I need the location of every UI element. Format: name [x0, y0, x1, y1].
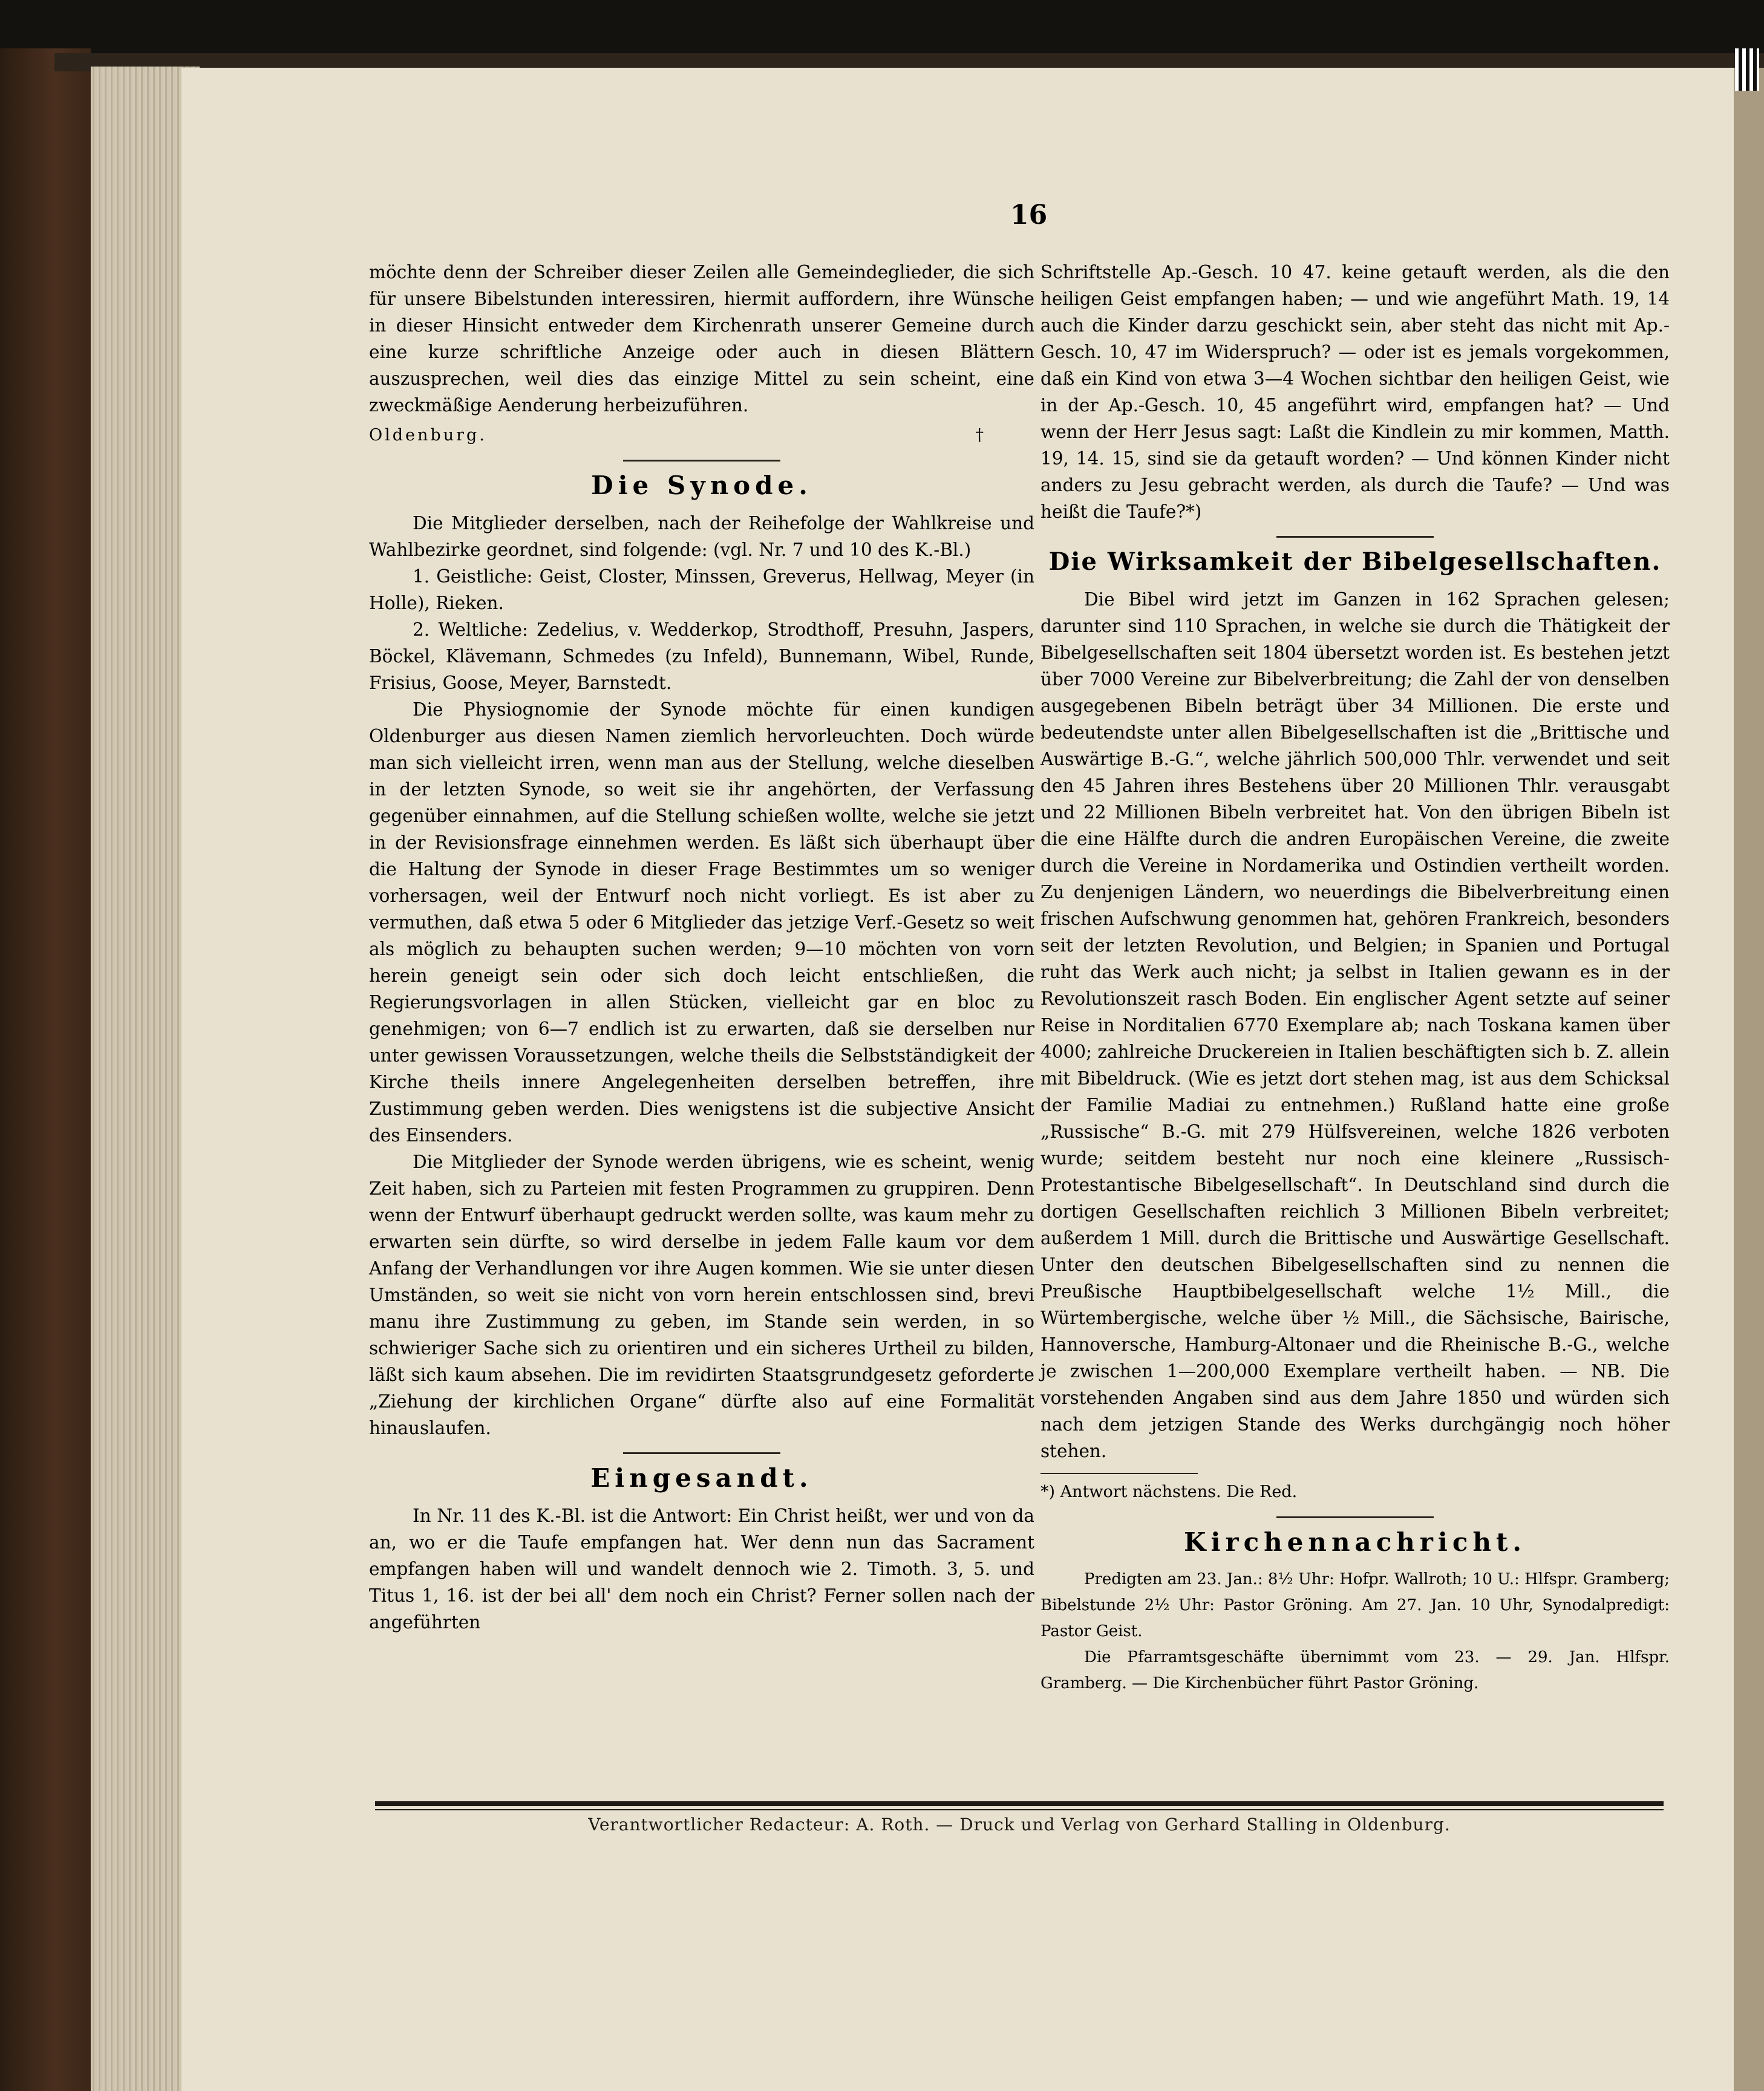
page-number: 16: [1010, 200, 1048, 230]
section-divider: [1276, 1516, 1434, 1518]
section-divider: [1276, 536, 1434, 538]
synode-list-laity: 2. Weltliche: Zedelius, v. Wedderkop, Strodthoff, Presuhn, Jaspers, Böckel, Klävemann, Schmedes (zu Infeld), Bunnemann, Wibel, Runde, Frisius, Goose, Meyer, Barnstedt.: [369, 619, 1034, 693]
section-divider: [623, 1452, 780, 1454]
eingesandt-paragraph: In Nr. 11 des K.-Bl. ist die Antwort: Ein Christ heißt, wer und von da an, wo er die Taufe empfangen hat. Wer denn nun das Sacrament empfangen haben will und wandelt dennoch wie 2. Timoth. 3, 5. und Titus 1, 16. ist der bei all' dem noch ein Christ? Ferner sollen nach der angeführten: [369, 1505, 1034, 1633]
kirchen-paragraph-1: Predigten am 23. Jan.: 8½ Uhr: Hofpr. Wallroth; 10 U.: Hlfspr. Gramberg; Bibelstunde 2½ Uhr: Pastor Gröning. Am 27. Jan. 10 Uhr, Synodalpredigt: Pastor Geist.: [1040, 1570, 1670, 1640]
synode-list-clergy: 1. Geistliche: Geist, Closter, Minssen, Greverus, Hellwag, Meyer (in Holle), Rieken.: [369, 566, 1034, 613]
left-column: [369, 259, 1034, 1636]
section-divider: [623, 460, 780, 462]
facing-page-strip: [1734, 68, 1764, 2091]
heading-kirchennachricht: Kirchennachricht.: [1183, 1527, 1527, 1557]
scale-ruler: [1735, 48, 1759, 91]
imprint-rule-thin: [375, 1809, 1664, 1810]
heading-eingesandt: Eingesandt.: [590, 1463, 813, 1493]
place-line: [369, 422, 1034, 449]
synode-paragraph-2: Die Physiognomie der Synode möchte für einen kundigen Oldenburger aus diesen Namen ziemlich hervorleuchten. Doch würde man sich vielleicht irren, wenn man aus der Stellung, welche dieselben in der letzten Synode, so weit sie ihr angehörten, der Verfassung gegenüber einnahmen, auf die Stellung schießen wollte, welche sie jetzt in der Revisionsfrage einnehmen werden. Es läßt sich überhaupt über die Haltung der Synode in dieser Frage Bestimmtes um so weniger vorhersagen, weil der Entwurf noch nicht vorliegt. Es ist aber zu vermuthen, daß etwa 5 oder 6 Mitglieder das jetzige Verf.-Gesetz so weit als möglich zu behaupten suchen werden; 9—10 möchten von vorn herein geneigt sein oder sich doch leicht entschließen, die Regierungsvorlagen in allen Stücken, vielleicht gar en bloc zu genehmigen; von 6—7 endlich ist zu erwarten, daß sie derselben nur unter gewissen Voraussetzungen, welche theils die Selbstständigkeit der Kirche theils innere Angelegenheiten derselben betreffen, ihre Zustimmung geben werden. Dies wenigstens ist die subjective Ansicht des Einsenders.: [369, 699, 1034, 1146]
intro-paragraph: möchte denn der Schreiber dieser Zeilen alle Gemeindeglieder, die sich für unsere Bibelstunden interessiren, hiermit auffordern, ihre Wünsche in dieser Hinsicht entweder dem Kirchenrath unserer Gemeine durch eine kurze schriftliche Anzeige oder auch in diesen Blättern auszusprechen, weil dies das einzige Mittel zu sein scheint, eine zweckmäßige Aenderung herbeizuführen.: [369, 262, 1034, 416]
imprint-rule: [375, 1801, 1664, 1806]
synode-paragraph-1: Die Mitglieder derselben, nach der Reihefolge der Wahlkreise und Wahlbezirke geordnet, sind folgende: (vgl. Nr. 7 und 10 des K.-Bl.): [369, 513, 1034, 560]
right-column: [1040, 259, 1670, 1697]
footnote-divider: [1040, 1473, 1198, 1474]
heading-bibelgesellschaften: Die Wirksamkeit der Bibelgesellschaften.: [1048, 547, 1662, 576]
place-name: Oldenburg.: [369, 426, 487, 445]
continuation-paragraph: Schriftstelle Ap.-Gesch. 10 47. keine getauft werden, als die den heiligen Geist empfangen haben; — und wie angeführt Math. 19, 14 auch die Kinder darzu geschickt sein, aber steht das nicht mit Ap.-Gesch. 10, 47 im Widerspruch? — oder ist es jemals vorgekommen, daß ein Kind von etwa 3—4 Wochen sichtbar den heiligen Geist, wie in der Ap.-Gesch. 10, 45 angeführt wird, empfangen hat? — Und wenn der Herr Jesus sagt: Laßt die Kindlein zu mir kommen, Matth. 19, 14. 15, sind sie da getauft worden? — Und können Kinder nicht anders zu Jesu gebracht werden, als durch die Taufe? — Und was heißt die Taufe?*): [1040, 262, 1670, 522]
imprint: Verantwortlicher Redacteur: A. Roth. — Druck und Verlag von Gerhard Stalling in Oldenburg.: [588, 1815, 1451, 1835]
footnote: *) Antwort nächstens. Die Red.: [1040, 1483, 1298, 1501]
author-dagger: †: [975, 426, 986, 445]
heading-synode: Die Synode.: [591, 471, 812, 500]
bibel-paragraph: Die Bibel wird jetzt im Ganzen in 162 Sprachen gelesen; darunter sind 110 Sprachen, in welche sie durch die Thätigkeit der Bibelgesellschaften seit 1804 übersetzt worden ist. Es bestehen jetzt über 7000 Vereine zur Bibelverbreitung; die Zahl der von denselben ausgegebenen Bibeln beträgt über 34 Millionen. Die erste und bedeutendste unter allen Bibelgesellschaften ist die „Brittische und Auswärtige B.-G.“, welche jährlich 500,000 Thlr. verwendet und seit den 45 Jahren ihres Bestehens über 20 Millionen Thlr. verausgabt und 22 Millionen Bibeln verbreitet hat. Von den übrigen Bibeln ist die eine Hälfte durch die andren Europäischen Vereine, die zweite durch die Vereine in Nordamerika und Ostindien vertheilt worden. Zu denjenigen Ländern, wo neuerdings die Bibelverbreitung einen frischen Aufschwung genommen hat, gehören Frankreich, besonders seit der letzten Revolution, und Belgien; in Spanien und Portugal ruht das Werk auch nicht; ja selbst in Italien gewann es in der Revolutionszeit rasch Boden. Ein englischer Agent setzte auf seiner Reise in Norditalien 6770 Exemplare ab; nach Toskana kamen über 4000; zahlreiche Druckereien in Italien beschäftigten sich b. Z. allein mit Bibeldruck. (Wie es jetzt dort stehen mag, ist aus dem Schicksal der Familie Madiai zu entnehmen.) Rußland hatte eine große „Russische“ B.-G. mit 279 Hülfsvereinen, welche 1826 verboten wurde; seitdem besteht nur noch eine kleinere „Russisch-Protestantische Bibelgesellschaft“. In Deutschland sind durch die dortigen Gesellschaften reichlich 3 Millionen Bibeln verbreitet; außerdem 1 Mill. durch die Brittische und Auswärtige Gesellschaft. Unter den deutschen Bibelgesellschaften sind zu nennen die Preußische Hauptbibelgesellschaft welche 1½ Mill., die Würtembergische, welche über ½ Mill., die Sächsische, Bairische, Hannoversche, Hamburg-Altonaer und die Rheinische B.-G., welche je zwischen 1—200,000 Exemplare vertheilt haben. — NB. Die vorstehenden Angaben sind aus dem Jahre 1850 und würden sich nach dem jetzigen Stande des Werks durchgängig noch höher stehen.: [1040, 589, 1670, 1461]
book-cover-edge: [0, 48, 91, 2091]
synode-paragraph-3: Die Mitglieder der Synode werden übrigens, wie es scheint, wenig Zeit haben, sich zu Parteien mit festen Programmen zu gruppiren. Denn wenn der Entwurf überhaupt gedruckt werden sollte, was kaum mehr zu erwarten sein dürfte, so wird derselbe in jedem Falle kaum vor dem Anfang der Verhandlungen vor ihre Augen kommen. Wie sie unter diesen Umständen, so weit sie nicht von vorn herein entschlossen sind, brevi manu ihre Zustimmung zu geben, im Stande sein werden, in so schwieriger Sache sich zu orientiren und ein sicheres Urtheil zu bilden, läßt sich kaum absehen. Die im revidirten Staatsgrundgesetz geforderte „Ziehung der kirchlichen Organe“ dürfte also auf eine Formalität hinauslaufen.: [369, 1152, 1034, 1438]
kirchen-paragraph-2: Die Pfarramtsgeschäfte übernimmt vom 23. — 29. Jan. Hlfspr. Gramberg. — Die Kirchenbücher führt Pastor Gröning.: [1040, 1648, 1670, 1692]
